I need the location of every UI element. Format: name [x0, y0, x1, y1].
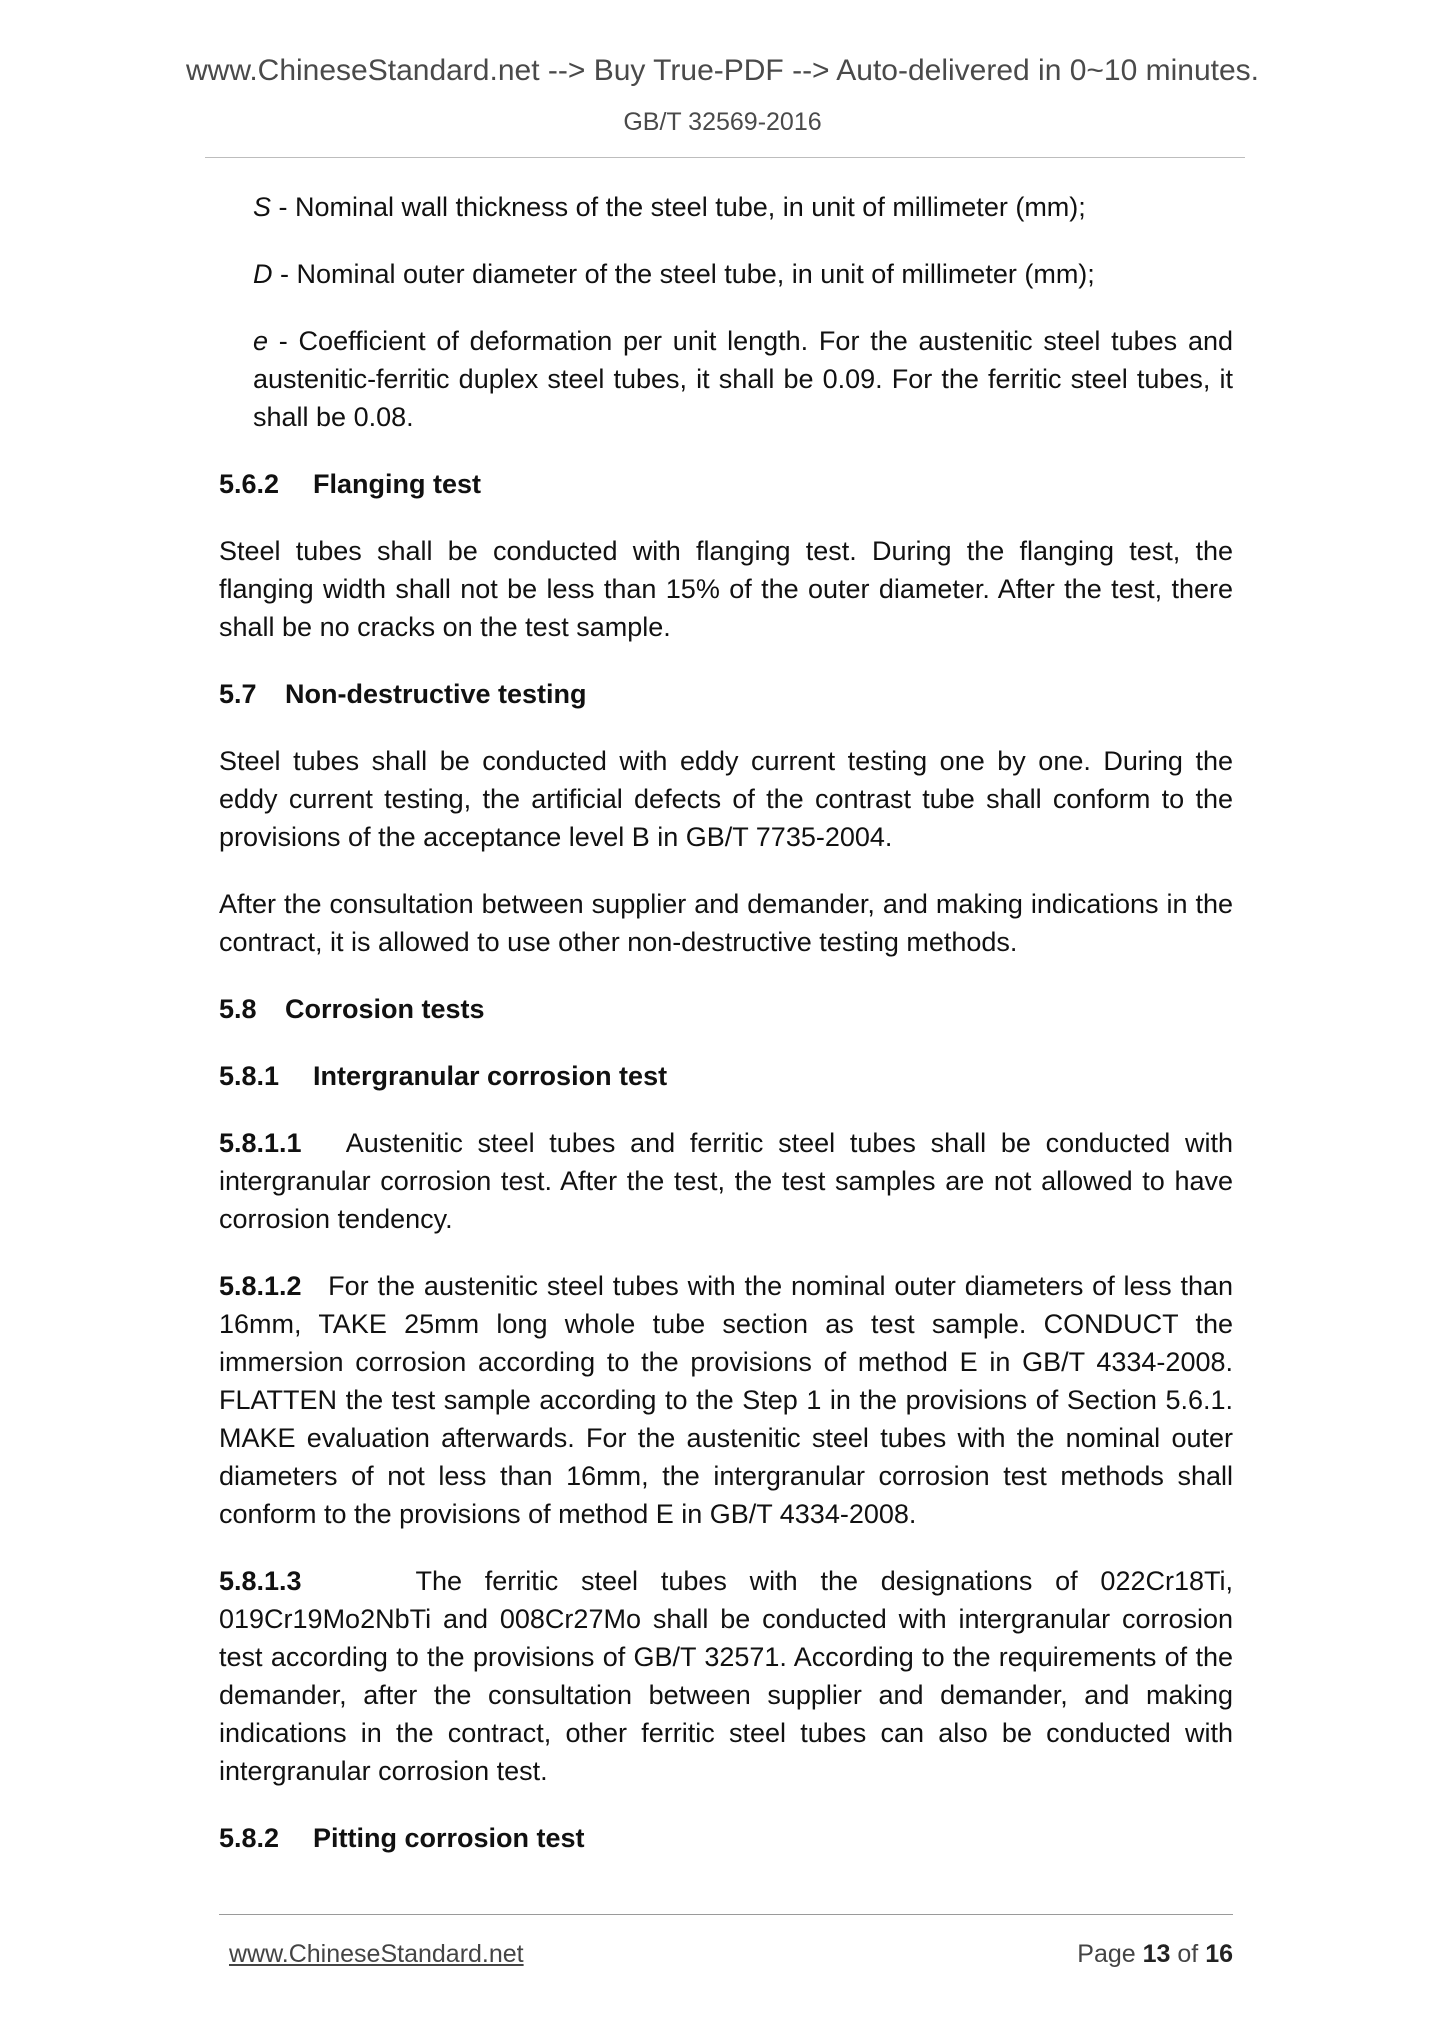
section-title: Intergranular corrosion test	[313, 1061, 668, 1091]
standard-number: GB/T 32569-2016	[623, 108, 822, 136]
clause-text: The ferritic steel tubes with the designations of 022Cr18Ti, 019Cr19Mo2NbTi and 008Cr27Mo shall be conducted with intergranular corrosion test according to the provisions of GB/T 32571. According to the requirements of the demander, after the consultation between supplier and demander, and making indications in the contract, other ferritic steel tubes can also be conducted with intergranular corrosion test.	[219, 1566, 1233, 1786]
definition-d	[253, 255, 1233, 293]
section-title: Pitting corrosion test	[313, 1823, 585, 1853]
paragraph: Steel tubes shall be conducted with flanging test. During the flanging test, the flanging width shall not be less than 15% of the outer diameter. After the test, there shall be no cracks on the test sample.	[219, 536, 1233, 642]
heading-5-8	[219, 990, 1233, 1028]
current-page: 13	[1142, 1940, 1171, 1968]
footer-site-link[interactable]: www.ChineseStandard.net	[229, 1940, 524, 1968]
heading-5-7	[219, 675, 1233, 713]
heading-5-6-2	[219, 465, 1233, 503]
paragraph: Steel tubes shall be conducted with eddy current testing one by one. During the eddy current testing, the artificial defects of the contrast tube shall conform to the provisions of the acceptance level B in GB/T 7735-2004.	[219, 746, 1233, 852]
header-divider	[205, 157, 1245, 158]
clause-text: Austenitic steel tubes and ferritic steel tubes shall be conducted with intergranular corrosion test. After the test, the test samples are not allowed to have corrosion tendency.	[219, 1128, 1233, 1234]
section-title: Non-destructive testing	[285, 679, 587, 709]
paragraph: After the consultation between supplier and demander, and making indications in the contract, it is allowed to use other non-destructive testing methods.	[219, 889, 1233, 957]
definition-symbol: D	[253, 259, 273, 289]
page-label: Page	[1077, 1940, 1136, 1968]
clause-5-8-1-1	[219, 1124, 1233, 1238]
footer-divider	[219, 1914, 1233, 1915]
heading-5-8-2	[219, 1819, 1233, 1857]
definition-e	[253, 322, 1233, 436]
definition-text: - Nominal outer diameter of the steel tube, in unit of millimeter (mm);	[272, 259, 1095, 289]
clause-5-8-1-2	[219, 1267, 1233, 1533]
section-number: 5.7	[219, 679, 257, 709]
section-number: 5.8	[219, 994, 257, 1024]
section-number: 5.8.1	[219, 1061, 280, 1091]
section-number: 5.8.2	[219, 1823, 280, 1853]
clause-number: 5.8.1.1	[219, 1128, 302, 1158]
header-banner: www.ChineseStandard.net --> Buy True-PDF --> Auto-delivered in 0~10 minutes.	[185, 54, 1260, 87]
clause-number: 5.8.1.3	[219, 1566, 302, 1596]
section-title: Flanging test	[313, 469, 481, 499]
total-pages: 16	[1205, 1940, 1233, 1968]
definition-symbol: S	[253, 192, 272, 222]
clause-number: 5.8.1.2	[219, 1271, 302, 1301]
clause-5-8-1-3	[219, 1562, 1233, 1790]
section-number: 5.6.2	[219, 469, 280, 499]
definition-symbol: e	[253, 326, 269, 356]
page-of-label: of	[1177, 1940, 1199, 1968]
clause-text: For the austenitic steel tubes with the nominal outer diameters of less than 16mm, TAKE 25mm long whole tube section as test sample. CONDUCT the immersion corrosion according to the provisions of method E in GB/T 4334-2008. FLATTEN the test sample according to the Step 1 in the provisions of Section 5.6.1. MAKE evaluation afterwards. For the austenitic steel tubes with the nominal outer diameters of not less than 16mm, the intergranular corrosion test methods shall conform to the provisions of method E in GB/T 4334-2008.	[219, 1271, 1233, 1529]
definition-text: - Coefficient of deformation per unit length. For the austenitic steel tubes and austenitic-ferritic duplex steel tubes, it shall be 0.09. For the ferritic steel tubes, it shall be 0.08.	[253, 326, 1233, 432]
document-body	[219, 188, 1233, 1886]
definition-text: - Nominal wall thickness of the steel tube, in unit of millimeter (mm);	[271, 192, 1086, 222]
section-title: Corrosion tests	[285, 994, 485, 1024]
definition-s	[253, 188, 1233, 226]
heading-5-8-1	[219, 1057, 1233, 1095]
page-number	[1077, 1942, 1233, 1967]
